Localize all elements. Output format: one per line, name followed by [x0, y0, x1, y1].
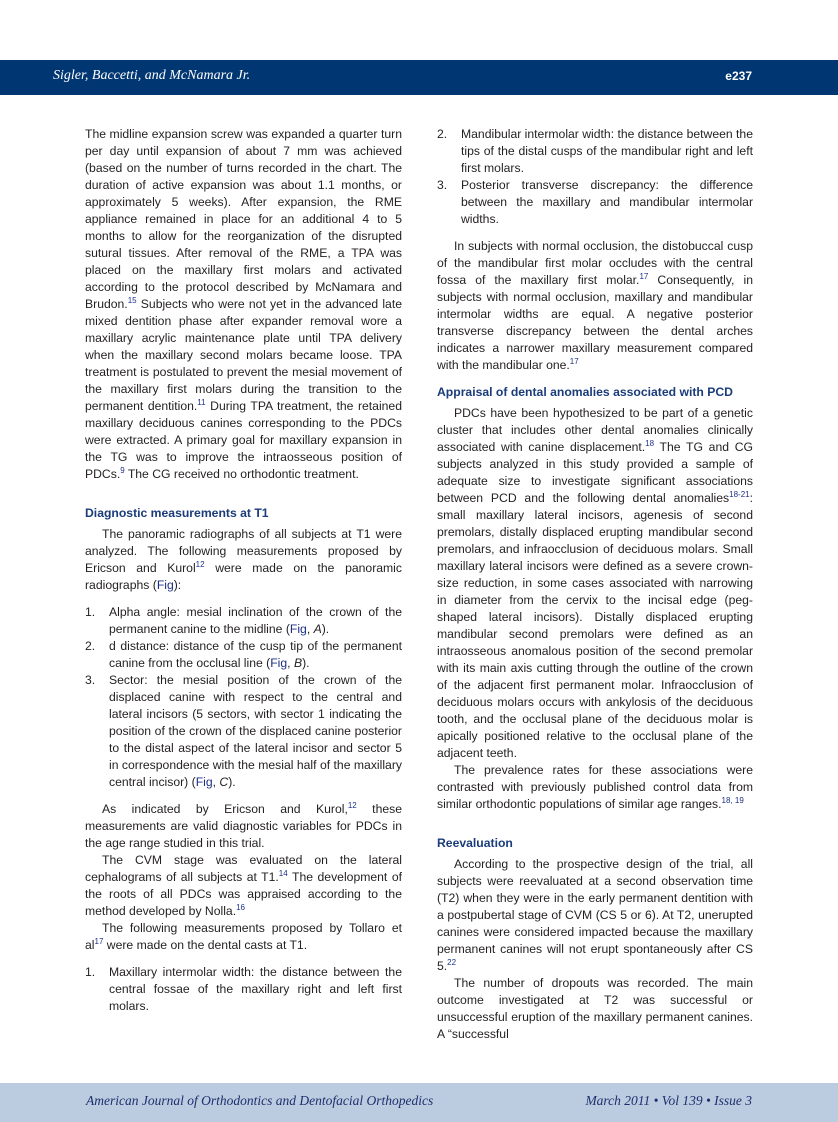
list-item: 3. Posterior transverse discrepancy: the difference between the maxillary and mandibular intermolar widths. [437, 178, 753, 226]
citation-link[interactable]: 14 [278, 869, 288, 878]
list-item: 1. Alpha angle: mesial inclination of the crown of the permanent canine to the midline (Fig, A). [85, 605, 402, 636]
cast-measurement-list-continued [437, 126, 753, 228]
left-column [85, 126, 402, 1015]
header-authors: Sigler, Baccetti, and McNamara Jr. [53, 68, 251, 83]
paragraph: The number of dropouts was recorded. The main outcome investigated at T2 was successful or unsuccessful eruption of the maxillary permanent canines. A “successful [437, 976, 753, 1041]
page-number: e237 [725, 69, 752, 83]
cast-measurement-list [85, 964, 402, 1015]
citation-link[interactable]: 22 [447, 958, 457, 967]
paragraph: The CVM stage was evaluated on the lateral cephalograms of all subjects at T1.14 The development of the roots of all PDCs was appraised according to the method developed by Nolla.$^{16}$ [85, 853, 403, 918]
citation-link[interactable]: 17 [94, 937, 104, 946]
running-header [0, 60, 838, 95]
measurement-list [85, 604, 402, 791]
figure-link[interactable]: Fig [289, 622, 307, 636]
journal-title: American Journal of Orthodontics and Dentofacial Orthopedics [86, 1093, 434, 1108]
list-item: 2. Mandibular intermolar width: the distance between the tips of the distal cusps of the mandibular right and left first molars. [437, 127, 753, 175]
citation-link[interactable]: 17 [569, 357, 579, 366]
paragraph: As indicated by Ericson and Kurol,$^{12}$ these measurements are valid diagnostic variables for PDCs in the age range studied in this trial. [85, 801, 402, 850]
list-item: 3. Sector: the mesial position of the crown of the displaced canine with respect to the central and lateral incisors (5 sectors, with sector 1 indicating the position of the crown of the displaced canine posterior to the distal aspect of the lateral incisor and sector 5 in correspondence with the mesial half of the maxillary central incisor) (Fig, C). [85, 673, 402, 789]
list-item: 1. Maxillary intermolar width: the distance between the central fossae of the maxillary right and left first molars. [85, 965, 402, 1013]
citation-link[interactable]: 15 [127, 296, 137, 305]
citation-link[interactable]: 11 [197, 398, 206, 407]
citation-link[interactable]: 17 [639, 272, 649, 281]
citation-link[interactable]: 18 [645, 439, 655, 448]
running-footer [0, 1083, 838, 1122]
figure-link[interactable]: Fig [156, 578, 174, 592]
paragraph: PDCs have been hypothesized to be part of a genetic cluster that includes other dental anomalies clinically associated with canine displacement.$^{18}$ The TG and CG subjects analyzed in this study provided a sample of adequate size to investigate significant associations between PCD and the following dental anomalies$^{18-21}$: small maxillary lateral incisors, agenesis of second premolars, distally displaced erupting mandibular second premolars, and infraocclusion of deciduous molars. Small maxillary lateral incisors were defined as a severe crown-size reduction, in some cases associated with narrowing in diameter from the cervix to the incisal edge (peg-shaped lateral incisors). Distally displaced erupting mandibular second premolars were defined as an intraosseous anomalous position of the second premolar with its main axis cutting through the outline of the crown of the adjacent first permanent molar. Infraocclusion of deciduous molars occurs with ankylosis of the deciduous tooth, and the occlusal plane of the deciduous molar is apically positioned relative to the occlusal plane of the adjacent teeth. [437, 406, 753, 760]
paragraph: In subjects with normal occlusion, the distobuccal cusp of the mandibular first molar occludes with the central fossa of the maxillary first molar.$^{17}$ Consequently, in subjects with normal occlusion, maxillary and mandibular intermolar widths are equal. A negative posterior transverse discrepancy between the dental arches indicates a narrower maxillary measurement compared with the mandibular one.$^{17}$ [437, 239, 753, 372]
figure-link[interactable]: Fig [195, 775, 213, 789]
issue-info: March 2011 • Vol 139 • Issue 3 [585, 1093, 752, 1108]
citation-link[interactable]: 9 [120, 466, 125, 475]
citation-link[interactable]: 12 [195, 560, 205, 569]
section-heading: Reevaluation [437, 836, 513, 850]
section-heading: Appraisal of dental anomalies associated with PCD [437, 385, 733, 399]
paragraph: The following measurements proposed by Tollaro et $al^{17}$ were made on the dental casts at T1. [85, 921, 402, 952]
paragraph: The midline expansion screw was expanded a quarter turn per day until expansion of about 7 mm was achieved (based on the number of turns recorded in the chart. The duration of active expansion was about 1.1 months, or approximately 5 weeks). After expansion, the RME appliance remained in place for an additional 4 to 5 months to allow for the reorganization of the disrupted sutural tissues. After removal of the RME, a TPA was placed on the maxillary first molars and activated according to the protocol described by McNamara and Brudon.$^{15}$ Subjects who were not yet in the advanced late mixed dentition phase after expander removal wore a maxillary acrylic maintenance plate until TPA delivery when the maxillary second molars became loose. TPA treatment is postulated to prevent the mesial movement of the maxillary first molars during the transition to the permanent dentition.$^{11}$ During TPA treatment, the retained maxillary deciduous canines corresponding to the PDCs were extracted. A primary goal for maxillary expansion in the TG was to improve the intraosseous position of PDCs.$^9$ The CG received no orthodontic treatment. [85, 127, 402, 481]
paragraph: The panoramic radiographs of all subjects at T1 were analyzed. The following measurements proposed by Ericson and Kurol$^{12}$ were made on the panoramic radiographs (Fig): [85, 527, 402, 592]
list-item: 2. d distance: distance of the cusp tip of the permanent canine from the occlusal line (Fig, B). [85, 639, 402, 670]
citation-link[interactable]: 18, 19 [721, 796, 744, 805]
paragraph: According to the prospective design of the trial, all subjects were reevaluated at a second observation time (T2) when they were in the early permanent dentition with a postpubertal stage of CVM (CS 5 or 6). At T2, unerupted canines were considered impacted because the maxillary permanent canines will not erupt spontaneously after CS 5.22 [437, 857, 753, 973]
figure-link[interactable]: Fig [270, 656, 288, 670]
section-heading: Diagnostic measurements at T1 [85, 506, 269, 520]
paragraph: The prevalence rates for these associations were contrasted with previously published control data from similar orthodontic populations of similar age ranges.$^{18, 19}$ [437, 763, 753, 811]
citation-link[interactable]: 16 [236, 903, 245, 912]
right-column [437, 126, 753, 1043]
citation-link[interactable]: 12 [347, 801, 357, 810]
citation-link[interactable]: 18-21 [729, 490, 750, 499]
